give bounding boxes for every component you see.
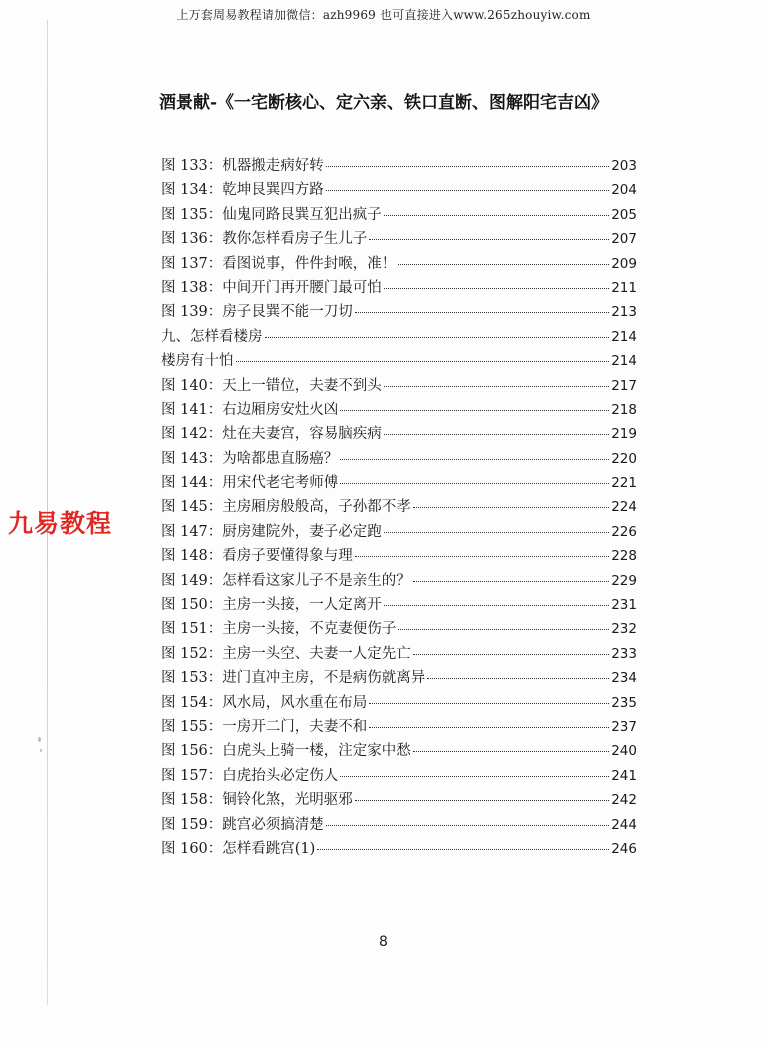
toc-dot-leader bbox=[369, 237, 609, 240]
toc-entry[interactable] bbox=[161, 422, 637, 446]
toc-dot-leader bbox=[413, 505, 609, 508]
toc-dot-leader bbox=[326, 823, 609, 826]
toc-dot-leader bbox=[413, 749, 609, 752]
toc-entry-label: 图 144：用宋代老宅考师傅 bbox=[161, 475, 339, 492]
toc-dot-leader bbox=[427, 676, 609, 679]
toc-entry[interactable] bbox=[161, 788, 637, 812]
toc-entry-label: 图 160：怎样看跳宫(1) bbox=[161, 840, 316, 857]
toc-entry-page: 214 bbox=[611, 328, 637, 345]
toc-dot-leader bbox=[326, 164, 609, 167]
toc-entry-page: 205 bbox=[611, 206, 637, 223]
toc-entry[interactable] bbox=[161, 764, 637, 788]
toc-dot-leader bbox=[340, 408, 609, 411]
toc-entry-label: 图 142：灶在夫妻宫，容易脑疾病 bbox=[161, 426, 382, 443]
toc-dot-leader bbox=[384, 432, 609, 435]
toc-entry[interactable] bbox=[161, 739, 637, 763]
toc-entry-label: 图 152：主房一头空、夫妻一人定先亡 bbox=[161, 645, 411, 662]
toc-entry-page: 217 bbox=[611, 377, 637, 394]
toc-entry-page: 235 bbox=[611, 694, 637, 711]
toc-entry-page: 233 bbox=[611, 645, 637, 662]
toc-entry[interactable] bbox=[161, 154, 637, 178]
toc-entry-page: 203 bbox=[611, 158, 637, 174]
toc-entry[interactable] bbox=[161, 544, 637, 568]
toc-dot-leader bbox=[317, 847, 609, 850]
toc-entry[interactable] bbox=[161, 276, 637, 300]
toc-entry[interactable] bbox=[161, 447, 637, 471]
toc-dot-leader bbox=[265, 335, 610, 338]
scan-speck bbox=[40, 749, 42, 752]
toc-entry-page: 209 bbox=[611, 255, 637, 272]
toc-entry-label: 图 158：铜铃化煞，光明驱邪 bbox=[161, 792, 353, 809]
toc-entry-page: 207 bbox=[611, 231, 637, 248]
page-number: 8 bbox=[379, 934, 388, 950]
toc-entry-page: 219 bbox=[611, 426, 637, 443]
toc-entry-page: 231 bbox=[611, 597, 637, 614]
toc-entry[interactable] bbox=[161, 325, 637, 349]
toc-dot-leader bbox=[398, 627, 609, 630]
toc-entry-page: 204 bbox=[611, 182, 637, 199]
toc-entry[interactable] bbox=[161, 593, 637, 617]
toc-entry-label: 图 137：看图说事，件件封喉，准！ bbox=[161, 255, 397, 272]
toc-entry-page: 226 bbox=[611, 523, 637, 540]
toc-entry-page: 246 bbox=[611, 840, 637, 857]
toc-dot-leader bbox=[369, 701, 609, 704]
toc-dot-leader bbox=[384, 213, 609, 216]
toc-entry-label: 九、怎样看楼房 bbox=[161, 328, 263, 345]
toc-dot-leader bbox=[384, 603, 609, 606]
toc-entry-label: 图 153：进门直冲主房，不是病伤就离异 bbox=[161, 670, 426, 687]
toc-entry-label: 图 147：厨房建院外，妻子必定跑 bbox=[161, 523, 382, 540]
toc-entry-label: 图 151：主房一头接，不克妻便伤子 bbox=[161, 621, 397, 638]
toc-dot-leader bbox=[355, 554, 609, 557]
toc-dot-leader bbox=[369, 725, 609, 728]
table-of-contents bbox=[161, 154, 637, 861]
toc-entry[interactable] bbox=[161, 203, 637, 227]
toc-entry-page: 242 bbox=[611, 792, 637, 809]
toc-entry-page: 241 bbox=[611, 767, 637, 784]
toc-entry[interactable] bbox=[161, 520, 637, 544]
watermark-logo: 九易教程 bbox=[8, 509, 113, 538]
toc-dot-leader bbox=[355, 798, 609, 801]
toc-entry-label: 图 157：白虎抬头必定伤人 bbox=[161, 767, 339, 784]
toc-entry[interactable] bbox=[161, 617, 637, 641]
toc-entry-label: 图 133：机器搬走病好转 bbox=[161, 158, 324, 174]
toc-dot-leader bbox=[355, 310, 609, 313]
toc-dot-leader bbox=[384, 530, 609, 533]
toc-dot-leader bbox=[413, 652, 609, 655]
toc-entry-page: 224 bbox=[611, 499, 637, 516]
toc-entry-page: 211 bbox=[611, 279, 637, 296]
toc-entry-page: 232 bbox=[611, 621, 637, 638]
toc-entry-label: 图 141：右边厢房安灶火凶 bbox=[161, 401, 339, 418]
toc-entry-page: 229 bbox=[611, 572, 637, 589]
toc-entry[interactable] bbox=[161, 471, 637, 495]
toc-dot-leader bbox=[340, 481, 609, 484]
toc-entry-page: 234 bbox=[611, 670, 637, 687]
toc-entry-label: 楼房有十怕 bbox=[161, 353, 234, 370]
toc-entry-page: 237 bbox=[611, 718, 637, 735]
toc-entry[interactable] bbox=[161, 374, 637, 398]
toc-entry-label: 图 134：乾坤艮巽四方路 bbox=[161, 182, 324, 199]
toc-entry[interactable] bbox=[161, 349, 637, 373]
toc-entry-label: 图 139：房子艮巽不能一刀切 bbox=[161, 304, 353, 321]
toc-dot-leader bbox=[340, 774, 609, 777]
toc-entry-page: 220 bbox=[611, 450, 637, 467]
toc-entry-label: 图 148：看房子要懂得象与理 bbox=[161, 548, 353, 565]
toc-entry-label: 图 143：为啥都患直肠癌？ bbox=[161, 450, 339, 467]
toc-dot-leader bbox=[340, 457, 609, 460]
toc-entry-label: 图 155：一房开二门，夫妻不和 bbox=[161, 718, 368, 735]
scan-speck bbox=[38, 737, 41, 742]
toc-entry-label: 图 156：白虎头上骑一楼，注定家中愁 bbox=[161, 743, 411, 760]
toc-entry-label: 图 154：风水局，风水重在布局 bbox=[161, 694, 368, 711]
toc-entry[interactable] bbox=[161, 495, 637, 519]
toc-entry-label: 图 135：仙鬼同路艮巽互犯出疯子 bbox=[161, 206, 382, 223]
toc-entry[interactable] bbox=[161, 227, 637, 251]
toc-dot-leader bbox=[384, 286, 609, 289]
header-banner: 上万套周易教程请加微信：azh9969 也可直接进入www.265zhouyiw.com bbox=[176, 8, 591, 22]
toc-entry-label: 图 140：天上一错位，夫妻不到头 bbox=[161, 377, 382, 394]
toc-entry-page: 244 bbox=[611, 816, 637, 833]
toc-dot-leader bbox=[326, 188, 609, 191]
toc-dot-leader bbox=[236, 359, 610, 362]
toc-entry-page: 240 bbox=[611, 743, 637, 760]
document-title: 酒景献-《一宅断核心、定六亲、铁口直断、图解阳宅吉凶》 bbox=[158, 93, 609, 113]
toc-entry[interactable] bbox=[161, 178, 637, 202]
toc-entry-label: 图 145：主房厢房般般高，子孙都不孝 bbox=[161, 499, 411, 516]
toc-entry-label: 图 149：怎样看这家儿子不是亲生的？ bbox=[161, 572, 411, 589]
toc-entry-label: 图 136：教你怎样看房子生儿子 bbox=[161, 231, 368, 248]
toc-entry-page: 221 bbox=[611, 475, 637, 492]
toc-entry[interactable] bbox=[161, 837, 637, 861]
toc-entry-page: 214 bbox=[611, 353, 637, 370]
toc-entry[interactable] bbox=[161, 666, 637, 690]
toc-entry[interactable] bbox=[161, 569, 637, 593]
toc-entry[interactable] bbox=[161, 252, 637, 276]
toc-entry[interactable] bbox=[161, 813, 637, 837]
toc-entry-page: 218 bbox=[611, 401, 637, 418]
toc-dot-leader bbox=[384, 384, 609, 387]
toc-entry-label: 图 159：跳宫必须搞清楚 bbox=[161, 816, 324, 833]
toc-entry-page: 228 bbox=[611, 548, 637, 565]
toc-entry-page: 213 bbox=[611, 304, 637, 321]
toc-entry[interactable] bbox=[161, 642, 637, 666]
toc-entry[interactable] bbox=[161, 691, 637, 715]
toc-entry[interactable] bbox=[161, 715, 637, 739]
toc-dot-leader bbox=[398, 262, 609, 265]
toc-entry[interactable] bbox=[161, 398, 637, 422]
toc-entry-label: 图 138：中间开门再开腰门最可怕 bbox=[161, 279, 382, 296]
toc-dot-leader bbox=[413, 579, 609, 582]
toc-entry[interactable] bbox=[161, 300, 637, 324]
toc-entry-label: 图 150：主房一头接，一人定离开 bbox=[161, 597, 382, 614]
